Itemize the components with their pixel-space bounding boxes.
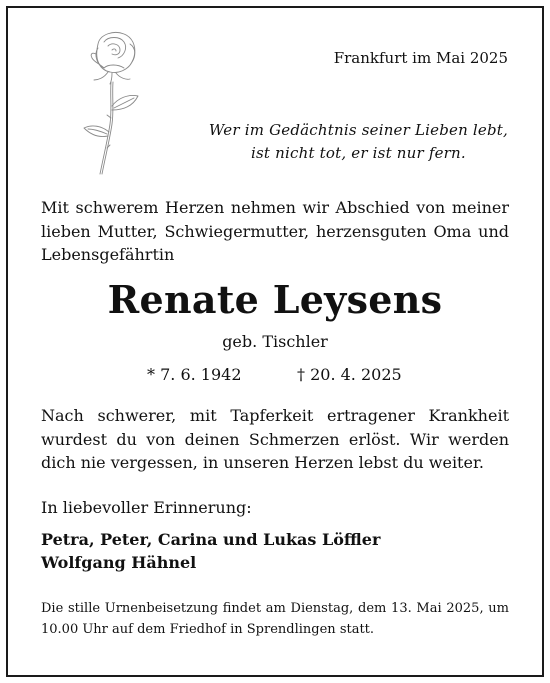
deceased-name: Renate Leysens [107, 277, 443, 322]
quote-line: Wer im Gedächtnis seiner Lieben lebt, [208, 121, 508, 139]
memory-label: In liebevoller Erinnerung: [41, 498, 252, 517]
quote-line: ist nicht tot, er ist nur fern. [251, 144, 466, 162]
place-and-date: Frankfurt im Mai 2025 [333, 49, 508, 67]
intro-text: Mit schwerem Herzen nehmen wir Abschied von meiner lieben Mutter, Schwiegermutter, herzensguten Oma und Lebensgefährtin [41, 198, 509, 264]
death-date: † 20. 4. 2025 [297, 365, 402, 384]
rose-drawing-icon [74, 24, 154, 184]
mourners-list [41, 528, 380, 574]
mourner-line: Petra, Peter, Carina und Lukas Löffler [41, 530, 381, 549]
farewell-text: Nach schwerer, mit Tapferkeit ertragener Krankheit wurdest du von deinen Schmerzen erlöst. Wir werden dich nie vergessen, in unseren Herzen lebst du weiter. [41, 406, 509, 472]
memorial-quote [209, 119, 508, 165]
birth-name: geb. Tischler [222, 332, 328, 351]
mourner-line: Wolfgang Hähnel [41, 553, 197, 572]
birth-date: * 7. 6. 1942 [147, 365, 242, 384]
funeral-info: Die stille Urnenbeisetzung findet am Dienstag, dem 13. Mai 2025, um 10.00 Uhr auf dem Friedhof in Sprendlingen statt. [41, 601, 509, 637]
